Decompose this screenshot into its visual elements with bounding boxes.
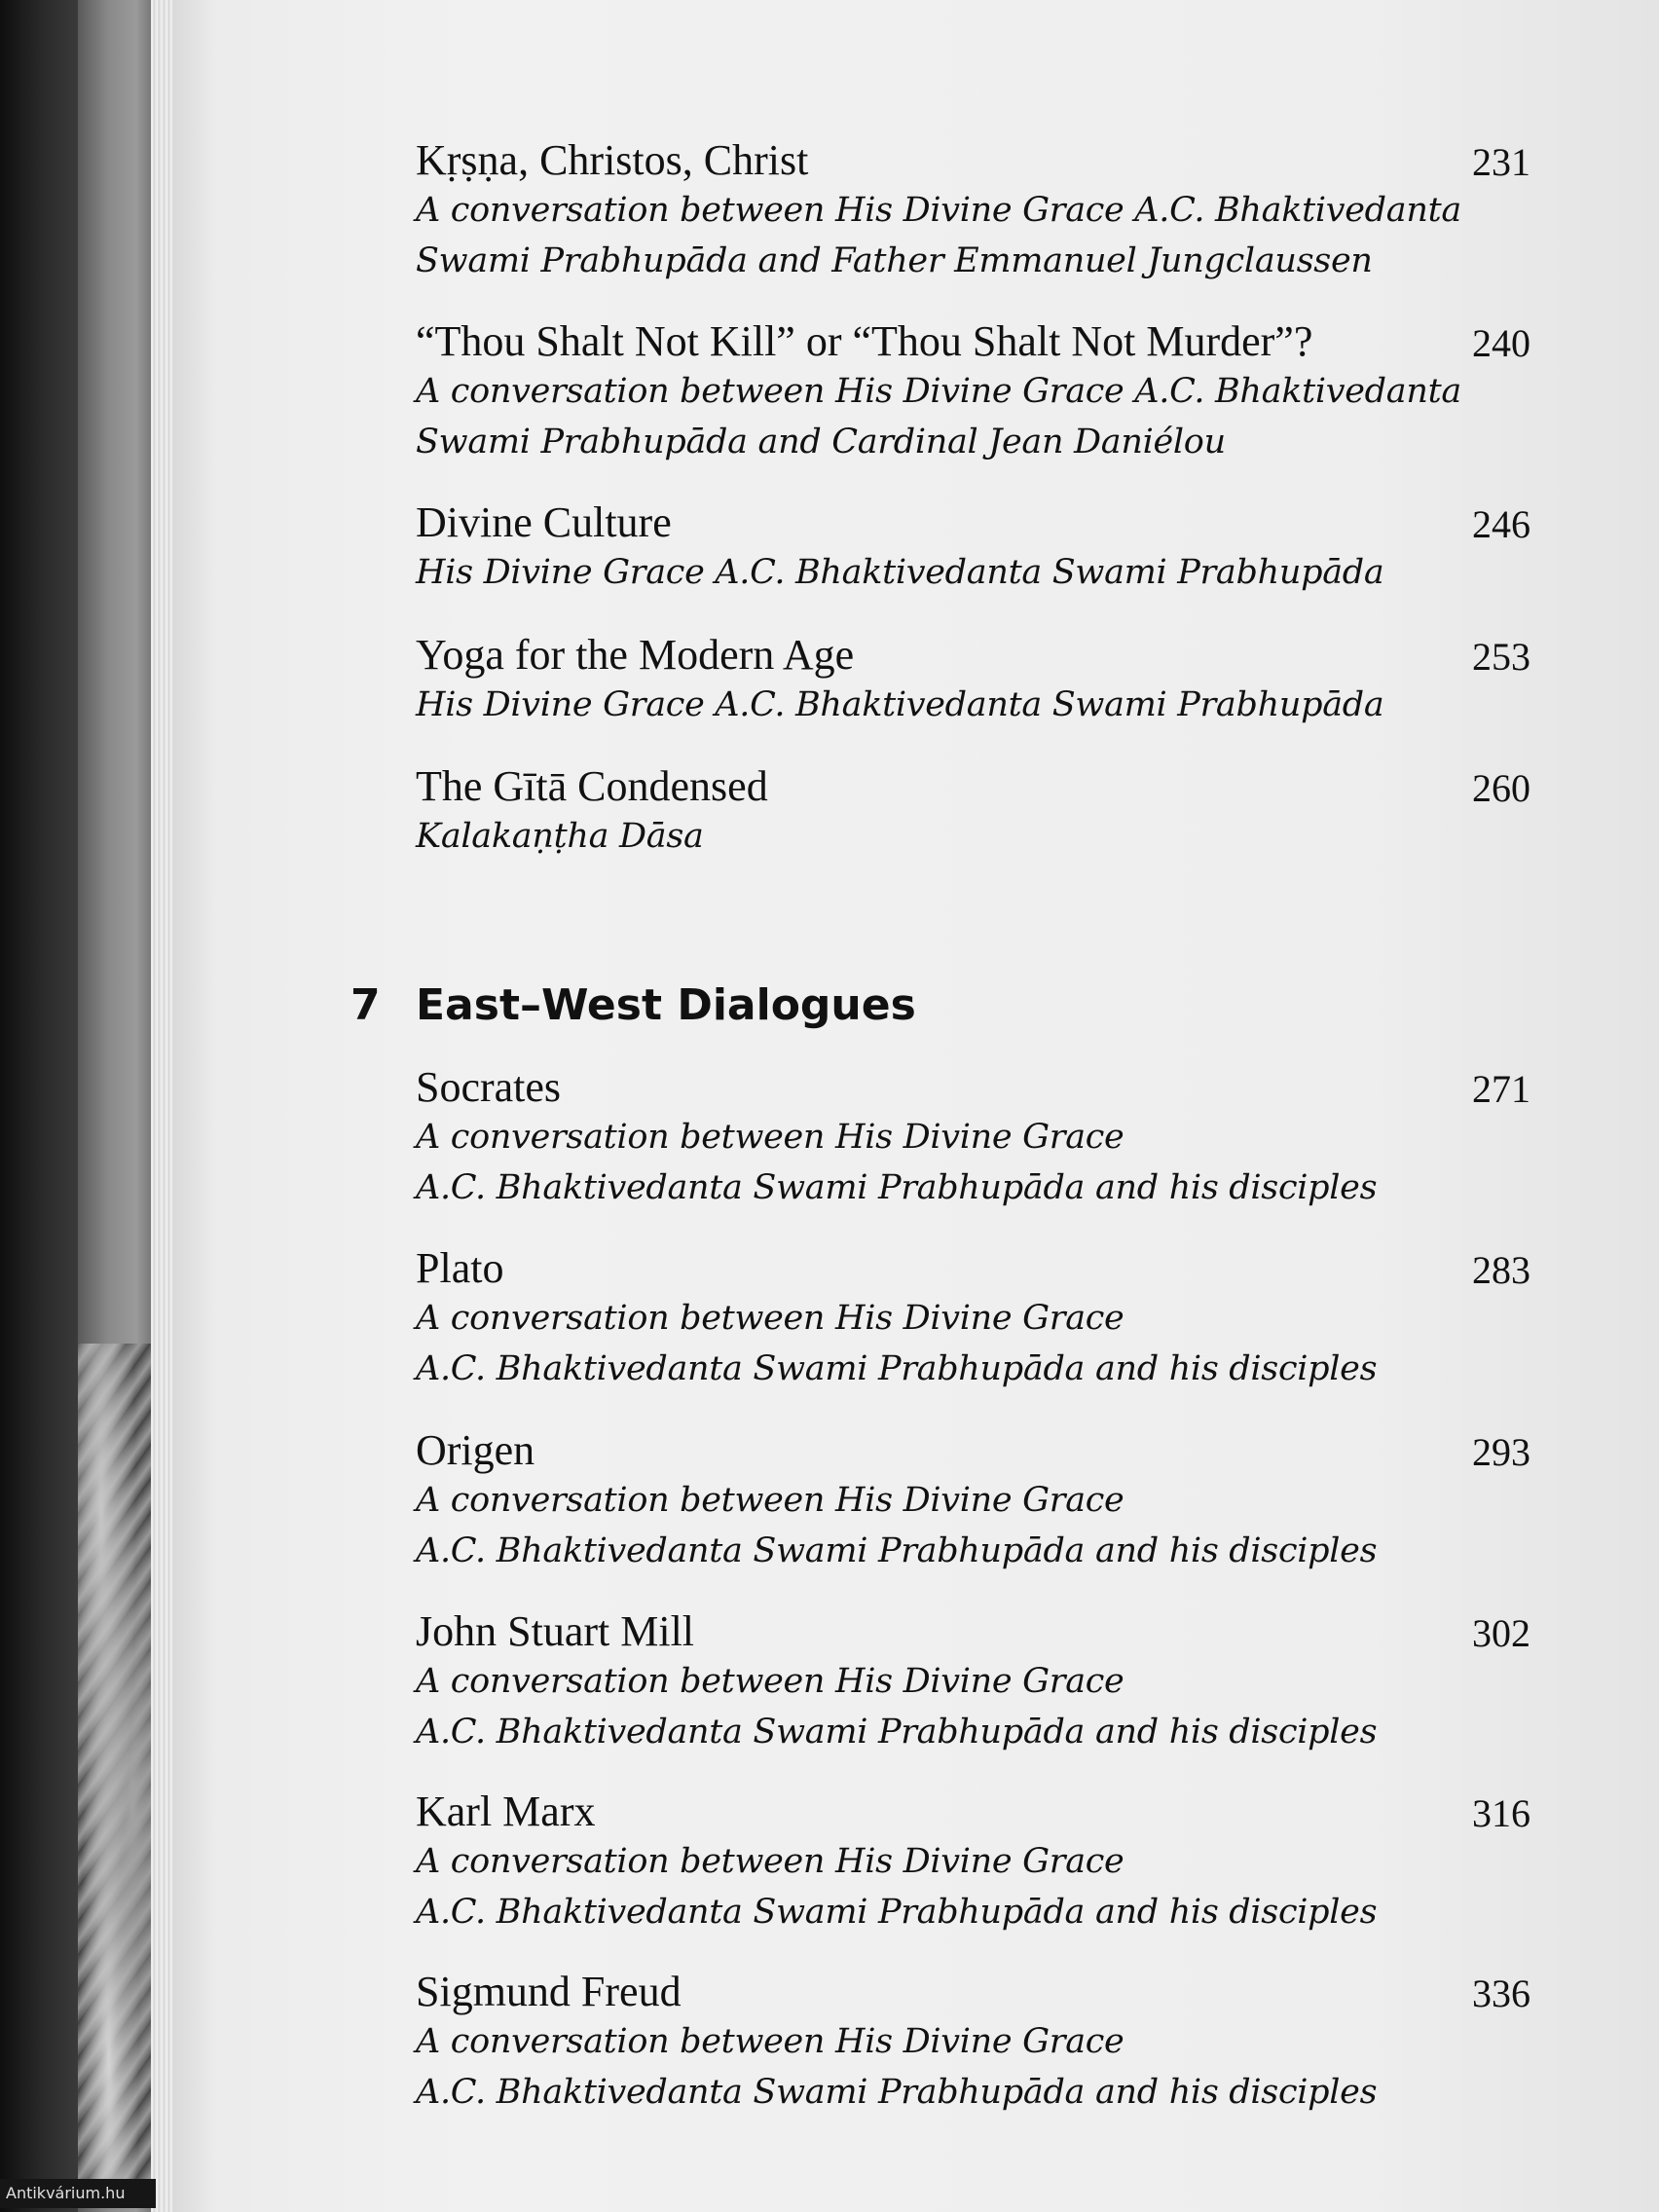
entry-page-number: 271: [1472, 1067, 1530, 1111]
entry-page-number: 260: [1472, 766, 1530, 810]
entry-author-line: A conversation between His Divine Grace: [416, 1662, 1124, 1701]
entry-title: Karl Marx: [416, 1788, 596, 1835]
toc-entry: [416, 631, 1530, 730]
toc-entry: [416, 1063, 1530, 1213]
entry-page-number: 283: [1472, 1248, 1530, 1292]
toc-entry: [416, 1607, 1530, 1757]
entry-page-number: 293: [1472, 1430, 1530, 1474]
entry-page-number: 246: [1472, 502, 1530, 546]
entry-author-line: A.C. Bhaktivedanta Swami Prabhupāda and his disciples: [416, 1349, 1378, 1388]
toc-entry: [416, 1426, 1530, 1576]
entry-author-line: His Divine Grace A.C. Bhaktivedanta Swami Prabhupāda: [416, 553, 1384, 592]
entry-title: The Gītā Condensed: [416, 762, 768, 810]
toc-entry: [416, 1788, 1530, 1937]
entry-title: Divine Culture: [416, 498, 672, 546]
entry-author-line: A.C. Bhaktivedanta Swami Prabhupāda and his disciples: [416, 2073, 1378, 2112]
section-number: 7: [350, 980, 381, 1030]
section-title: East–West Dialogues: [416, 980, 916, 1030]
entry-title: Sigmund Freud: [416, 1968, 682, 2015]
toc-entry: [416, 1968, 1530, 2118]
entry-page-number: 316: [1472, 1791, 1530, 1835]
cover-photo-strip: [78, 1344, 156, 2181]
entry-page-number: 302: [1472, 1611, 1530, 1655]
entry-title: Kṛṣṇa, Christos, Christ: [416, 136, 809, 184]
entry-page-number: 336: [1472, 1972, 1530, 2015]
entry-page-number: 231: [1472, 140, 1530, 184]
entry-author-line: Swami Prabhupāda and Cardinal Jean Daniélou: [416, 423, 1226, 461]
entry-author-line: A conversation between His Divine Grace: [416, 1118, 1124, 1157]
entry-author-line: His Divine Grace A.C. Bhaktivedanta Swami Prabhupāda: [416, 685, 1384, 724]
entry-author-line: A conversation between His Divine Grace: [416, 1842, 1124, 1881]
entry-author-line: A.C. Bhaktivedanta Swami Prabhupāda and his disciples: [416, 1713, 1378, 1751]
toc-entry: [416, 317, 1530, 467]
entry-author-line: A conversation between His Divine Grace A.C. Bhaktivedanta: [416, 372, 1461, 411]
entry-author-line: A.C. Bhaktivedanta Swami Prabhupāda and his disciples: [416, 1893, 1378, 1932]
entry-author-line: Swami Prabhupāda and Father Emmanuel Jungclaussen: [416, 241, 1373, 280]
watermark: Antikvárium.hu: [0, 2179, 156, 2208]
entry-title: Socrates: [416, 1063, 562, 1111]
page-edges: [151, 0, 172, 2212]
book-spine-shadow: [0, 0, 78, 2212]
entry-title: Plato: [416, 1244, 504, 1292]
entry-author-line: A conversation between His Divine Grace: [416, 1299, 1124, 1338]
entry-page-number: 240: [1472, 321, 1530, 365]
entry-page-number: 253: [1472, 635, 1530, 679]
entry-author-line: A.C. Bhaktivedanta Swami Prabhupāda and his disciples: [416, 1168, 1378, 1207]
entry-title: “Thou Shalt Not Kill” or “Thou Shalt Not Murder”?: [416, 317, 1313, 365]
entry-author-line: Kalakaṇṭha Dāsa: [416, 817, 704, 856]
toc-entry: [416, 498, 1530, 598]
entry-title: Origen: [416, 1426, 535, 1474]
entry-author-line: A.C. Bhaktivedanta Swami Prabhupāda and his disciples: [416, 1531, 1378, 1570]
toc-entry: [416, 1244, 1530, 1394]
entry-author-line: A conversation between His Divine Grace A.C. Bhaktivedanta: [416, 191, 1461, 230]
entry-title: John Stuart Mill: [416, 1607, 695, 1655]
entry-title: Yoga for the Modern Age: [416, 631, 855, 679]
entry-author-line: A conversation between His Divine Grace: [416, 2022, 1124, 2061]
toc-entry: [416, 136, 1530, 286]
entry-author-line: A conversation between His Divine Grace: [416, 1481, 1124, 1520]
toc-entry: [416, 762, 1530, 862]
